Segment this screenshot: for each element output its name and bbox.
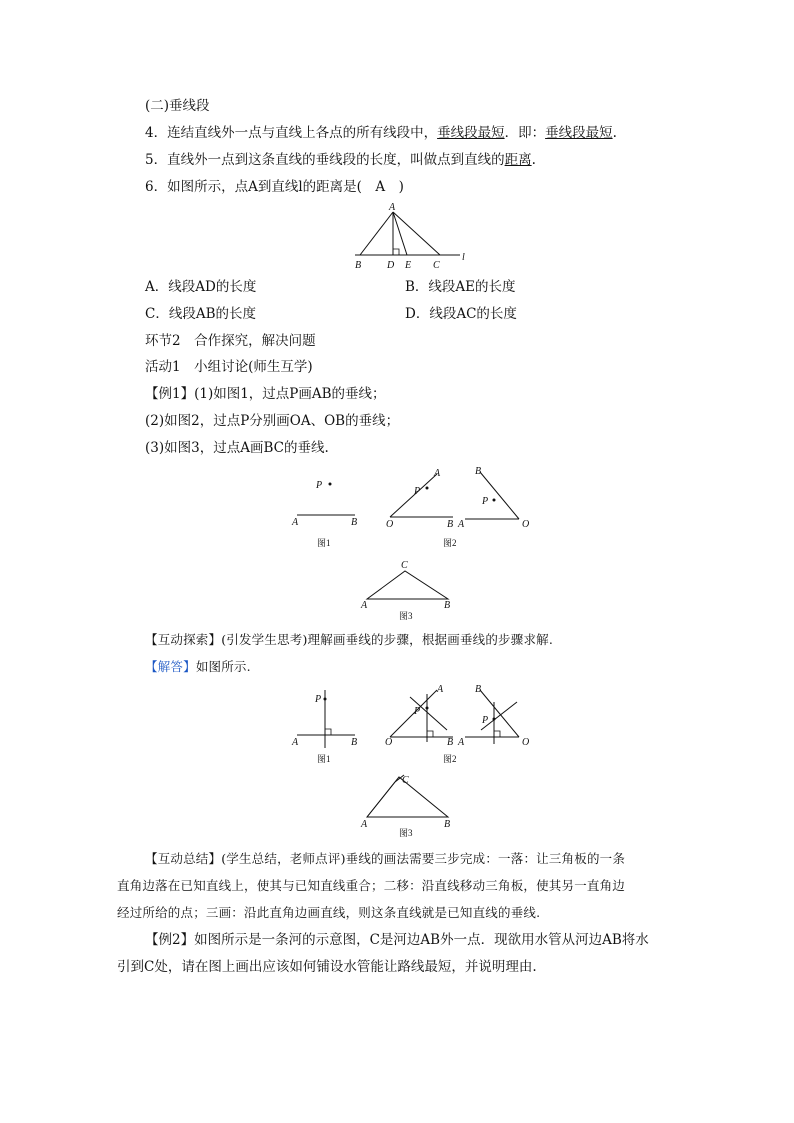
summary-line-3: 经过所给的点；三画：沿此直角边画直线，则这条直线就是已知直线的垂线. <box>117 905 541 920</box>
step-2-title: 环节2 合作探究，解决问题 <box>145 333 316 349</box>
label-a: A <box>389 202 396 213</box>
right-angle-mark <box>393 249 399 255</box>
item-5-pre: 5．直线外一点到这条直线的垂线段的长度，叫做点到直线的 <box>145 152 505 168</box>
label-a: A <box>361 819 368 830</box>
label-o: O <box>522 519 530 530</box>
summary-text-1: (学生总结，老师点评)垂线的画法需要三步完成：一落：让三角板的一条 <box>221 851 626 866</box>
label-c: C <box>402 775 409 786</box>
example-1-line-3: (3)如图3，过点A画BC的垂线. <box>145 440 329 456</box>
option-d: D．线段AC的长度 <box>405 306 517 322</box>
example-2-line-2: 引到C处，请在图上画出应该如何铺设水管能让路线最短，并说明理由. <box>117 959 537 975</box>
figure-3 <box>360 560 450 621</box>
point-p <box>324 698 327 701</box>
summary-line-1 <box>145 850 625 868</box>
right-angle-mark <box>325 729 331 735</box>
answer-figure-3 <box>360 775 450 838</box>
label-p: P <box>482 496 489 507</box>
option-a: A．线段AD的长度 <box>145 279 257 295</box>
caption-fig-1: 图1 <box>317 754 331 764</box>
label-e: E <box>405 260 412 271</box>
right-angle-mark <box>427 731 433 737</box>
explore-tag: 【互动探索】 <box>145 632 222 647</box>
label-b: B <box>444 819 451 830</box>
label-b: B <box>447 519 454 530</box>
figure-2 <box>386 468 457 548</box>
figure-1 <box>291 480 357 548</box>
item-5-blank: 距离 <box>504 152 532 168</box>
caption-fig-2: 图2 <box>443 754 457 764</box>
perpendicular-segment <box>367 782 395 817</box>
answer-text: 如图所示. <box>195 659 251 674</box>
item-4-blank-1: 垂线段最短 <box>437 125 505 141</box>
summary-line-2: 直角边落在已知直线上，使其与已知直线重合；二移：沿直线移动三角板，使其另一直角边 <box>117 878 626 893</box>
triangle-abc <box>367 571 448 599</box>
explore <box>145 631 553 649</box>
item-4-blank-2: 垂线段最短 <box>545 125 613 141</box>
label-a: A <box>458 737 465 748</box>
example-1-line-1: 【例1】(1)如图1，过点P画AB的垂线； <box>145 386 386 402</box>
item-6: 6．如图所示，点A到直线l的距离是( A ) <box>145 179 404 195</box>
figure-2b <box>457 466 529 530</box>
label-o: O <box>385 737 393 748</box>
section-title: (二)垂线段 <box>145 98 210 114</box>
item-5 <box>145 151 536 169</box>
label-c: C <box>433 260 440 271</box>
answer-figure-1 <box>291 690 357 764</box>
explore-text: (引发学生思考)理解画垂线的步骤，根据画垂线的步骤求解. <box>221 632 554 647</box>
item-4 <box>145 124 617 142</box>
label-a: A <box>361 600 368 611</box>
label-o: O <box>386 519 394 530</box>
label-p: P <box>414 706 421 717</box>
example-1-line-2: (2)如图2，过点P分别画OA、OB的垂线； <box>145 413 400 429</box>
caption-fig-3: 图3 <box>399 611 413 621</box>
right-angle-mark <box>494 731 500 737</box>
answer-tag: 【解答】 <box>145 659 196 674</box>
example-2-line-1: 【例2】如图所示是一条河的示意图，C是河边AB外一点．现欲用水管从河边AB将水 <box>145 932 649 948</box>
label-b: B <box>447 737 454 748</box>
answer-figure-2 <box>385 684 457 764</box>
figure-example-1 <box>285 462 535 627</box>
label-p: P <box>315 694 322 705</box>
point-p <box>426 707 429 710</box>
label-l: l <box>462 252 465 263</box>
label-b: B <box>475 466 482 477</box>
label-b: B <box>444 600 451 611</box>
label-a: A <box>458 519 465 530</box>
caption-fig-1: 图1 <box>317 538 331 548</box>
label-o: O <box>522 737 530 748</box>
option-c: C．线段AB的长度 <box>145 306 256 322</box>
label-p: P <box>316 480 323 491</box>
caption-fig-2: 图2 <box>443 538 457 548</box>
label-p: P <box>414 486 421 497</box>
summary-tag: 【互动总结】 <box>145 851 222 866</box>
item-5-end: . <box>531 152 536 168</box>
label-b: B <box>351 737 358 748</box>
point-p <box>493 718 496 721</box>
figure-q6 <box>350 200 470 274</box>
activity-1: 活动1 小组讨论(师生互学) <box>145 359 313 375</box>
label-b: B <box>351 517 358 528</box>
point-p <box>329 483 332 486</box>
label-p: P <box>482 715 489 726</box>
label-a: A <box>292 737 299 748</box>
figure-answer <box>285 682 535 842</box>
ray-ob <box>480 690 519 737</box>
item-4-mid: ．即： <box>504 125 546 141</box>
label-a: A <box>437 684 444 695</box>
label-d: D <box>387 260 395 271</box>
label-b: B <box>475 684 482 695</box>
label-a: A <box>434 468 441 479</box>
label-c: C <box>401 560 408 571</box>
point-p <box>426 487 429 490</box>
item-4-pre: 4．连结直线外一点与直线上各点的所有线段中， <box>145 125 438 141</box>
option-b: B．线段AE的长度 <box>405 279 516 295</box>
answer-figure-2b <box>457 684 529 748</box>
caption-fig-3: 图3 <box>399 828 413 838</box>
segment-ab <box>360 212 393 255</box>
point-p <box>493 499 496 502</box>
label-a: A <box>292 517 299 528</box>
item-4-end: . <box>612 125 617 141</box>
answer <box>145 658 251 676</box>
label-b: B <box>355 260 362 271</box>
